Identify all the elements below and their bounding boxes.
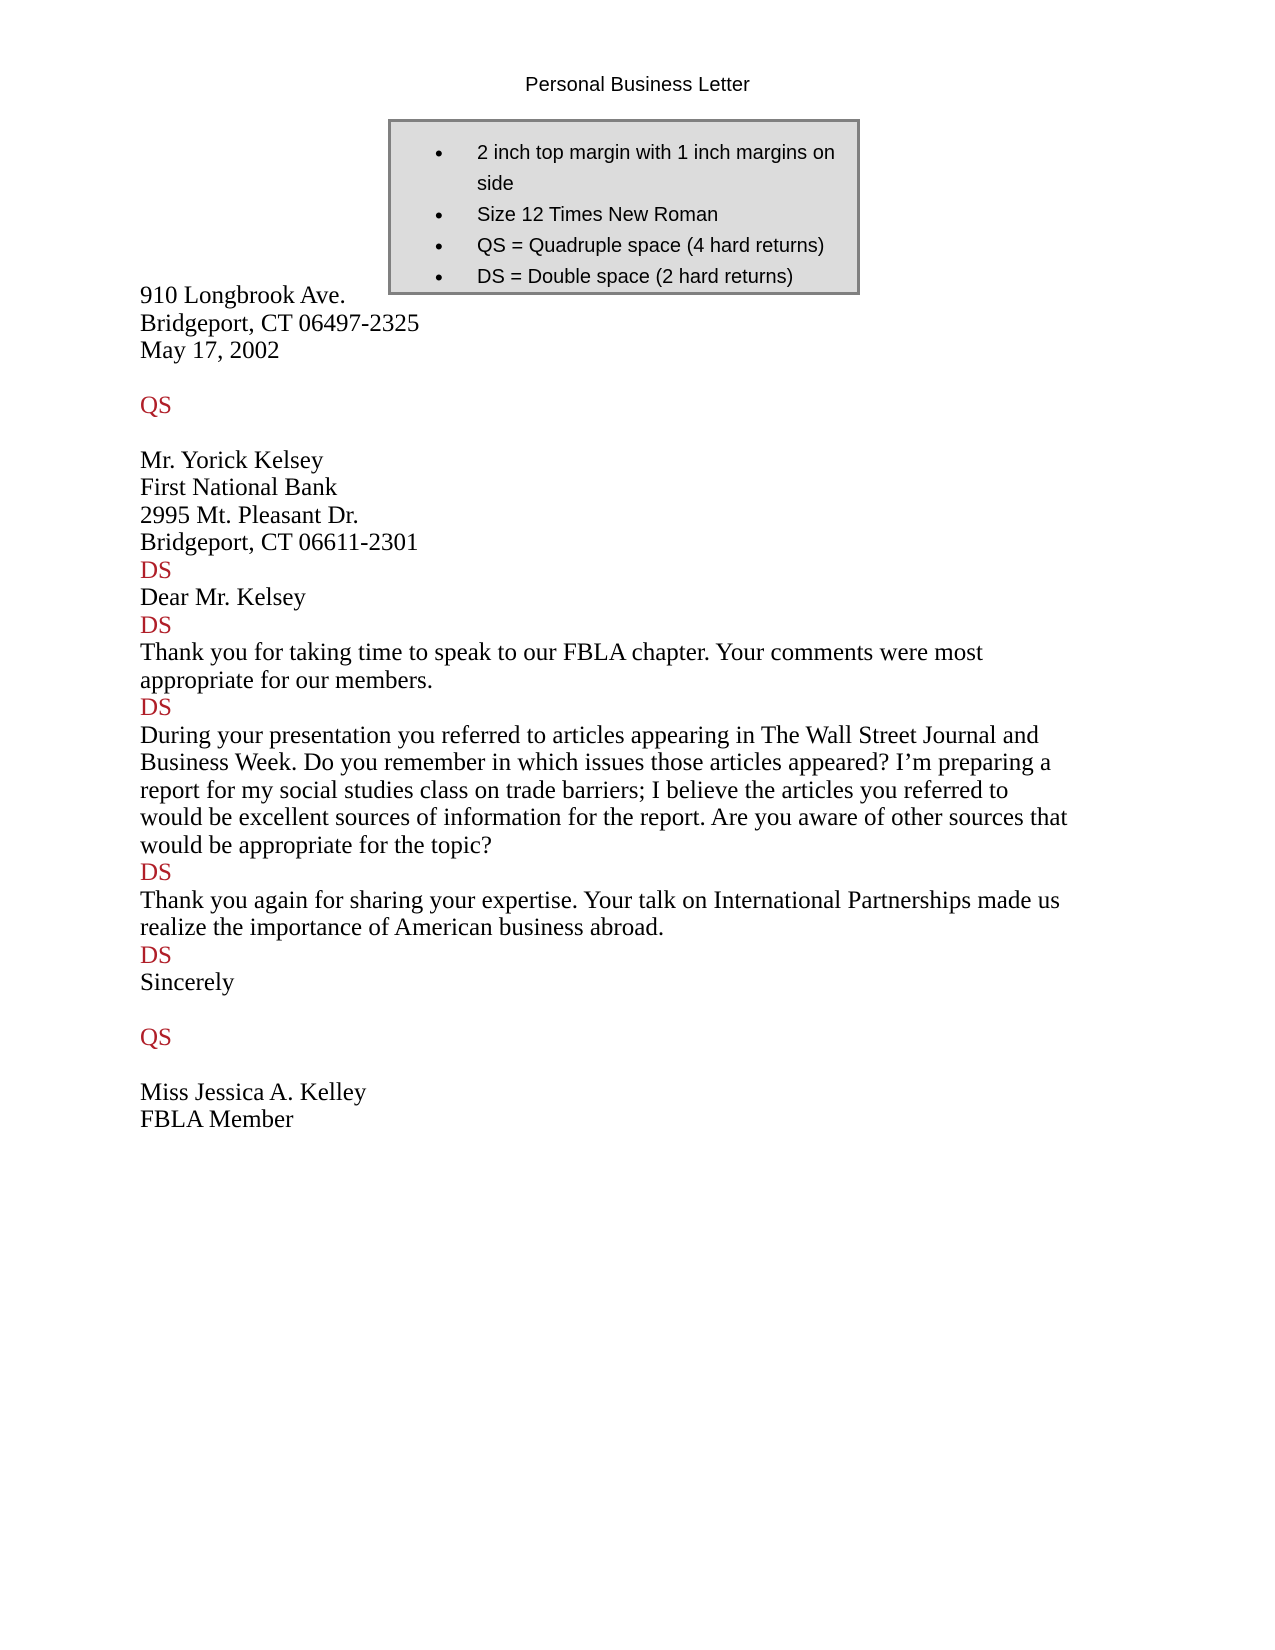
letter-date: May 17, 2002	[140, 337, 280, 364]
marker-ds-before-close: DS	[140, 941, 172, 969]
inside-address-block	[140, 447, 1070, 557]
marker-ds-before-paragraph-2: DS	[140, 694, 172, 721]
body-paragraph-1: Thank you for taking time to speak to our FBLA chapter. Your comments were most appropriate for our members.	[140, 639, 983, 694]
inside-address-street: 2995 Mt. Pleasant Dr.	[140, 501, 359, 529]
list-item	[435, 200, 845, 231]
bullet-icon: •	[435, 234, 443, 259]
list-item-label: QS = Quadruple space (4 hard returns)	[477, 235, 825, 257]
bullet-icon: •	[435, 265, 443, 290]
inside-address-company: First National Bank	[140, 474, 338, 501]
marker-ds-before-paragraph-3: DS	[140, 859, 172, 886]
page-title: Personal Business Letter	[525, 74, 750, 96]
signer-title: FBLA Member	[140, 1106, 294, 1133]
return-address-city-state-zip: Bridgeport, CT 06497-2325	[140, 309, 420, 337]
return-address-block	[140, 282, 1070, 365]
salutation: Dear Mr. Kelsey	[140, 584, 306, 611]
body-paragraph-3: Thank you again for sharing your expertise. Your talk on International Partnerships made us realize the importance of American business abroad.	[140, 886, 1060, 941]
signature-block	[140, 1079, 1070, 1134]
marker-qs-after-date: QS	[140, 392, 172, 419]
spacer	[140, 420, 1070, 447]
bullet-icon: •	[435, 203, 443, 228]
list-item-label: DS = Double space (2 hard returns)	[477, 266, 794, 288]
marker-ds-before-salutation: DS	[140, 556, 172, 584]
body-paragraph-2: During your presentation you referred to articles appearing in The Wall Street Journal and Business Week. Do you remember in which issues those articles appeared? I’m preparing a report for my social studies class on trade barriers; I believe the articles you referred to would be excellent sources of information for the report. Are you aware of other sources that would be appropriate for the topic?	[140, 721, 1068, 859]
list-item-label: 2 inch top margin with 1 inch margins on side	[477, 142, 835, 195]
bullet-icon: •	[435, 141, 443, 166]
spacer	[140, 1052, 1070, 1079]
formatting-requirements-list	[391, 122, 857, 293]
signer-name: Miss Jessica A. Kelley	[140, 1078, 367, 1106]
complimentary-close: Sincerely	[140, 969, 235, 996]
inside-address-city-state-zip: Bridgeport, CT 06611-2301	[140, 529, 419, 556]
spacer	[140, 997, 1070, 1025]
marker-ds-before-paragraph-1: DS	[140, 611, 172, 639]
list-item	[435, 231, 845, 262]
return-address-street: 910 Longbrook Ave.	[140, 282, 346, 309]
inside-address-name: Mr. Yorick Kelsey	[140, 446, 324, 474]
list-item-label: Size 12 Times New Roman	[477, 204, 719, 226]
letter-body	[140, 282, 1070, 1134]
marker-qs-before-signature: QS	[140, 1024, 172, 1051]
list-item	[435, 138, 845, 200]
spacer	[140, 365, 1070, 393]
formatting-requirements-box	[388, 119, 860, 295]
